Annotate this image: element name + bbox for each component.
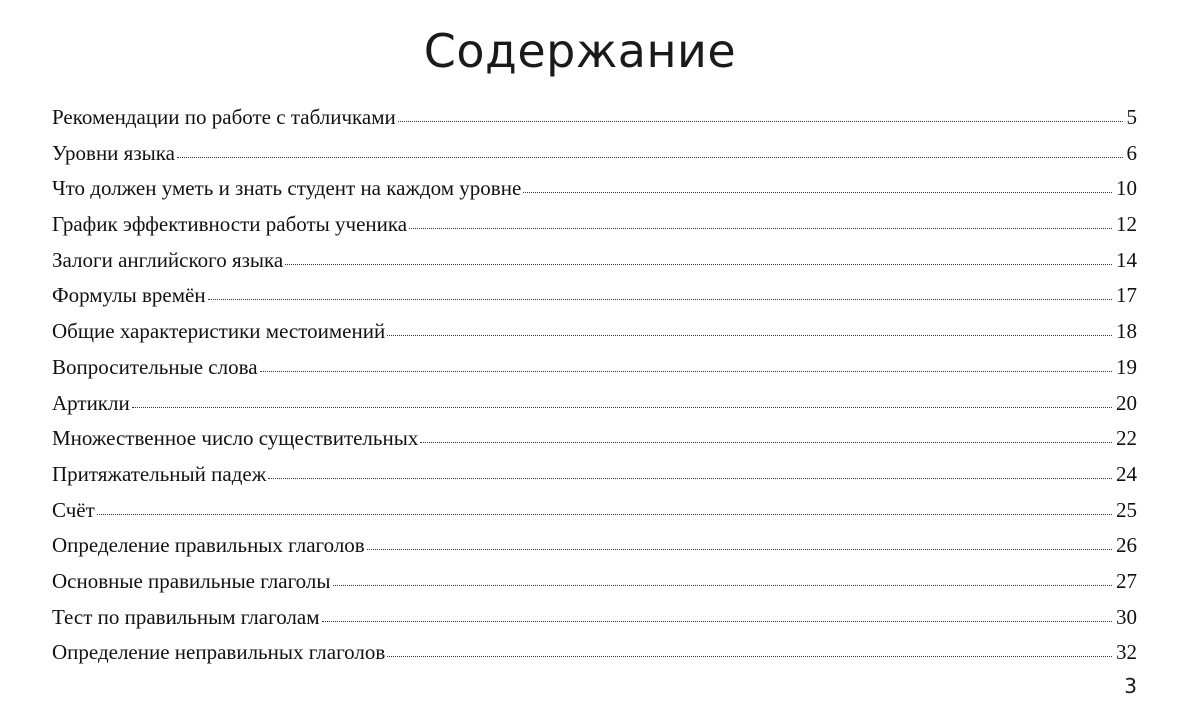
toc-entry-title: График эффективности работы ученика xyxy=(52,212,408,237)
toc-entry-title: Определение правильных глаголов xyxy=(52,533,365,558)
dot-leader xyxy=(398,121,1123,122)
dot-leader xyxy=(367,549,1112,550)
toc-entry-page: 10 xyxy=(1116,176,1137,201)
dot-leader xyxy=(409,228,1112,229)
dot-leader xyxy=(387,656,1112,657)
dot-leader xyxy=(268,478,1112,479)
toc-entry-title: Определение неправильных глаголов xyxy=(52,640,386,665)
toc-entry-page: 6 xyxy=(1126,140,1137,165)
dot-leader xyxy=(97,514,1112,515)
toc-entry[interactable] xyxy=(52,635,1137,671)
dot-leader xyxy=(322,621,1112,622)
toc-entry-title: Счёт xyxy=(52,497,95,522)
toc-entry-title: Общие характеристики местоимений xyxy=(52,319,386,344)
dot-leader xyxy=(260,371,1112,372)
toc-entry-title: Что должен уметь и знать студент на каждом уровне xyxy=(52,176,522,201)
dot-leader xyxy=(132,407,1112,408)
toc-entry[interactable] xyxy=(52,171,1137,207)
toc-entry-page: 24 xyxy=(1116,461,1137,486)
toc-entry[interactable] xyxy=(52,564,1137,600)
toc-entry[interactable] xyxy=(52,457,1137,493)
toc-entry[interactable] xyxy=(52,314,1137,350)
dot-leader xyxy=(333,585,1113,586)
toc-entry-title: Уровни языка xyxy=(52,140,175,165)
toc-entry-title: Залоги английского языка xyxy=(52,247,284,272)
dot-leader xyxy=(420,442,1112,443)
toc-entry-page: 18 xyxy=(1116,319,1137,344)
toc-entry[interactable] xyxy=(52,493,1137,529)
toc-entry-title: Тест по правильным глаголам xyxy=(52,604,320,629)
toc-entry[interactable] xyxy=(52,421,1137,457)
toc-entry-title: Множественное число существительных xyxy=(52,426,419,451)
toc-entry[interactable] xyxy=(52,100,1137,136)
toc-entry[interactable] xyxy=(52,386,1137,422)
toc-entry-title: Притяжательный падеж xyxy=(52,461,267,486)
toc-entry[interactable] xyxy=(52,350,1137,386)
toc-entry-page: 17 xyxy=(1116,283,1137,308)
toc-entry-page: 30 xyxy=(1116,604,1137,629)
table-of-contents xyxy=(52,100,1137,671)
toc-entry-title: Формулы времён xyxy=(52,283,206,308)
toc-entry-page: 26 xyxy=(1116,533,1137,558)
toc-entry-page: 25 xyxy=(1116,497,1137,522)
toc-entry-page: 22 xyxy=(1116,426,1137,451)
toc-entry[interactable] xyxy=(52,207,1137,243)
toc-entry[interactable] xyxy=(52,528,1137,564)
toc-entry-title: Основные правильные глаголы xyxy=(52,568,331,593)
toc-entry-page: 19 xyxy=(1116,354,1137,379)
dot-leader xyxy=(523,192,1112,193)
page-number: 3 xyxy=(1124,674,1137,698)
toc-entry[interactable] xyxy=(52,243,1137,279)
toc-entry-page: 12 xyxy=(1116,212,1137,237)
dot-leader xyxy=(387,335,1112,336)
toc-entry-page: 27 xyxy=(1116,568,1137,593)
page-title: Содержание xyxy=(423,24,737,78)
dot-leader xyxy=(285,264,1112,265)
toc-entry-page: 32 xyxy=(1116,640,1137,665)
dot-leader xyxy=(177,157,1123,158)
toc-entry-page: 5 xyxy=(1126,105,1137,129)
toc-entry[interactable] xyxy=(52,136,1137,172)
dot-leader xyxy=(208,299,1112,300)
toc-entry-title: Артикли xyxy=(52,390,130,415)
toc-entry[interactable] xyxy=(52,600,1137,636)
toc-entry-page: 20 xyxy=(1116,390,1137,415)
toc-entry-title: Вопросительные слова xyxy=(52,354,258,379)
toc-entry[interactable] xyxy=(52,278,1137,314)
toc-entry-page: 14 xyxy=(1116,247,1137,272)
toc-entry-title: Рекомендации по работе с табличками xyxy=(52,105,396,129)
